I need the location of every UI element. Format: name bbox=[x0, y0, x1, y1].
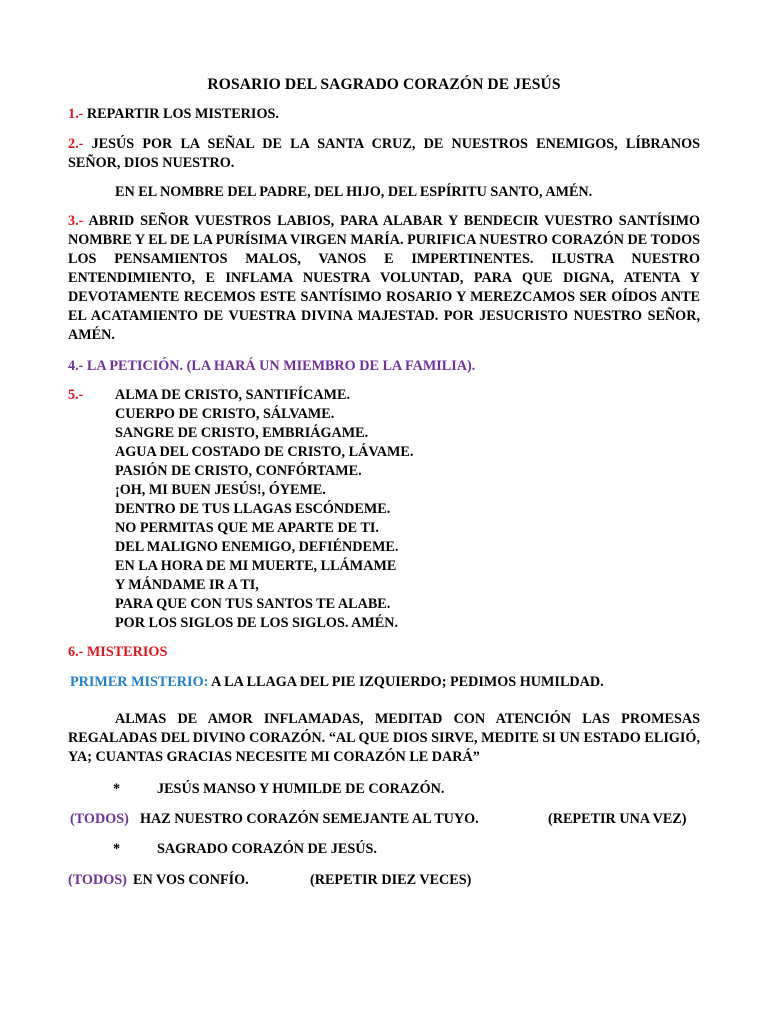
prayer-line: DEL MALIGNO ENEMIGO, DEFIÉNDEME. bbox=[115, 539, 399, 555]
page-title: ROSARIO DEL SAGRADO CORAZÓN DE JESÚS bbox=[207, 76, 561, 93]
todos-label: (TODOS) bbox=[68, 872, 127, 888]
prayer-line: Y MÁNDAME IR A TI, bbox=[115, 577, 259, 593]
misterio-text: A LA LLAGA DEL PIE IZQUIERDO; PEDIMOS HUMILDAD. bbox=[211, 674, 604, 690]
section-3 bbox=[68, 212, 700, 345]
prayer-line: AGUA DEL COSTADO DE CRISTO, LÁVAME. bbox=[115, 444, 414, 460]
primer-misterio bbox=[70, 673, 702, 692]
section-number: 2.- bbox=[68, 136, 84, 152]
section-1 bbox=[68, 105, 700, 124]
section-text: ABRID SEÑOR VUESTROS LABIOS, PARA ALABAR Y BENDECIR VUESTRO SANTÍSIMO NOMBRE Y EL DE LA PURÍSIMA VIRGEN MARÍA. PURIFICA NUESTRO CORAZÓN DE TODOS LOS PENSAMIENTOS MALOS, VANOS E IMPERTINENTES. ILUSTRA NUESTRO ENTENDIMIENTO, E INFLAMA NUESTRA VOLUNTAD, PARA QUE DIGNA, ATENTA Y DEVOTAMENTE RECEMOS ESTE SANTÍSIMO ROSARIO Y MEREZCAMOS SER OÍDOS ANTE EL ACATAMIENTO DE VUESTRA DIVINA MAJESTAD. POR JESUCRISTO NUESTRO SEÑOR, AMÉN. bbox=[68, 213, 701, 343]
section-number: 3.- bbox=[68, 213, 84, 229]
almas-paragraph: ALMAS DE AMOR INFLAMADAS, MEDITAD CON ATENCIÓN LAS PROMESAS REGALADAS DEL DIVINO CORAZÓN. “AL QUE DIOS SIRVE, MEDITE SI UN ESTADO ELIGIÓ, YA; CUANTAS GRACIAS NECESITE MI CORAZÓN LE DARÁ” bbox=[68, 711, 700, 765]
prayer-line: ALMA DE CRISTO, SANTIFÍCAME. bbox=[115, 387, 351, 403]
prayer-line: PASIÓN DE CRISTO, CONFÓRTAME. bbox=[115, 463, 362, 479]
prayer-line: SANGRE DE CRISTO, EMBRIÁGAME. bbox=[115, 425, 369, 441]
prayer-line: PARA QUE CON TUS SANTOS TE ALABE. bbox=[115, 596, 391, 612]
prayer-line: CUERPO DE CRISTO, SÁLVAME. bbox=[115, 406, 335, 422]
section-text: REPARTIR LOS MISTERIOS. bbox=[86, 106, 279, 122]
section-2 bbox=[68, 135, 700, 173]
section-number: 1.- bbox=[68, 106, 84, 122]
todos-label: (TODOS) bbox=[70, 811, 129, 827]
section-5-number: 5.- bbox=[68, 387, 84, 403]
invocation-text: JESÚS MANSO Y HUMILDE DE CORAZÓN. bbox=[157, 781, 445, 797]
section-2-indent: EN EL NOMBRE DEL PADRE, DEL HIJO, DEL ESPÍRITU SANTO, AMÉN. bbox=[115, 184, 593, 200]
bullet-star: * bbox=[113, 781, 121, 797]
section-4: 4.- LA PETICIÓN. (LA HARÁ UN MIEMBRO DE LA FAMILIA). bbox=[68, 358, 476, 374]
section-text: JESÚS POR LA SEÑAL DE LA SANTA CRUZ, DE NUESTROS ENEMIGOS, LÍBRANOS SEÑOR, DIOS NUESTRO. bbox=[68, 136, 701, 171]
prayer-lines bbox=[115, 386, 413, 633]
prayer-line: POR LOS SIGLOS DE LOS SIGLOS. AMÉN. bbox=[115, 615, 399, 631]
repeat-note: (REPETIR UNA VEZ) bbox=[548, 811, 687, 827]
prayer-line: NO PERMITAS QUE ME APARTE DE TI. bbox=[115, 520, 379, 536]
response-text: HAZ NUESTRO CORAZÓN SEMEJANTE AL TUYO. bbox=[140, 811, 479, 827]
invocation-text: SAGRADO CORAZÓN DE JESÚS. bbox=[157, 841, 377, 857]
section-6: 6.- MISTERIOS bbox=[68, 644, 168, 660]
bullet-star: * bbox=[113, 841, 121, 857]
repeat-note: (REPETIR DIEZ VECES) bbox=[310, 872, 472, 888]
response-text: EN VOS CONFÍO. bbox=[133, 872, 249, 888]
prayer-line: DENTRO DE TUS LLAGAS ESCÓNDEME. bbox=[115, 501, 391, 517]
prayer-line: EN LA HORA DE MI MUERTE, LLÁMAME bbox=[115, 558, 397, 574]
misterio-label: PRIMER MISTERIO: bbox=[70, 674, 209, 690]
prayer-line: ¡OH, MI BUEN JESÚS!, ÓYEME. bbox=[115, 482, 326, 498]
